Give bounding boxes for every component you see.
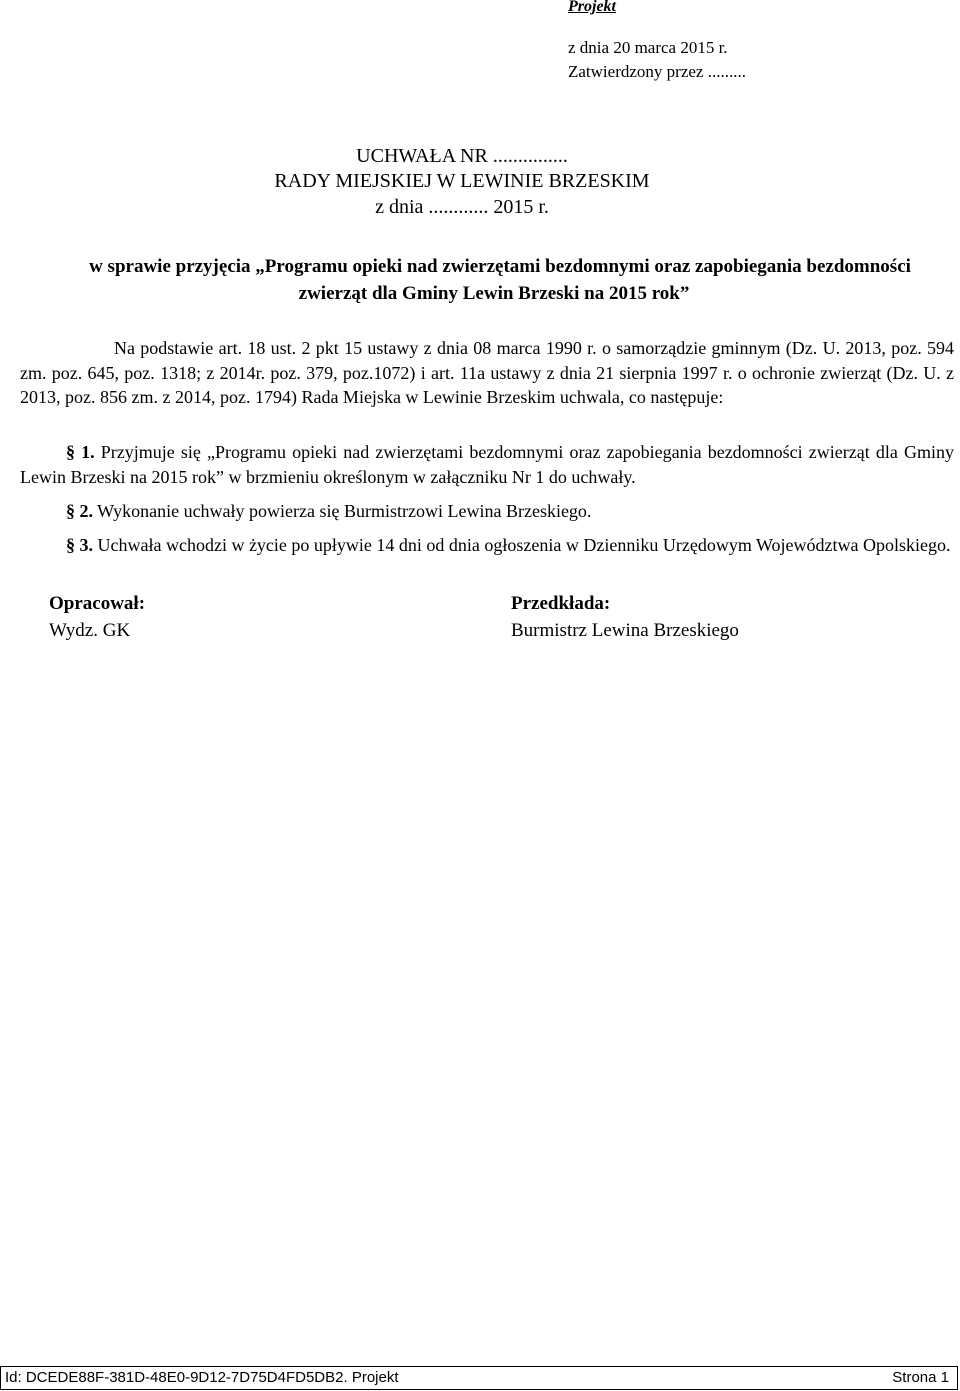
page-number: Strona 1	[892, 1369, 949, 1386]
prepared-label: Opracował:	[49, 593, 146, 614]
prepared-block	[49, 590, 145, 644]
resolution-number: UCHWAŁA NR ...............	[356, 145, 568, 167]
presented-value: Burmistrz Lewina Brzeskiego	[511, 620, 739, 641]
document-id: Id: DCEDE88F-381D-48E0-9D12-7D75D4FD5DB2. Projekt	[5, 1369, 399, 1386]
preamble-text: Na podstawie art. 18 ust. 2 pkt 15 ustawy z dnia 08 marca 1990 r. o samorządzie gminnym (Dz. U. 2013, poz. 594 zm. poz. 645, poz. 1318; z 2014r. poz. 379, poz.1072) i art. 11a ustawy z dnia 21 sierpnia 1997 r. o ochronie zwierząt (Dz. U. z 2013, poz. 856 zm. z 2014, poz. 1794) Rada Miejska w Lewinie Brzeskim uchwala, co następuje:	[20, 338, 954, 407]
subject-line-1: w sprawie przyjęcia „Programu opieki nad zwierzętami bezdomnymi oraz zapobiegania bezdomności	[89, 256, 911, 277]
resolution-date: z dnia ............ 2015 r.	[375, 196, 549, 218]
paragraph-2	[20, 499, 954, 524]
paragraph-1-number: § 1.	[66, 442, 95, 462]
page-footer	[0, 1366, 958, 1390]
presented-block	[511, 590, 739, 644]
paragraph-2-text: Wykonanie uchwały powierza się Burmistrzowi Lewina Brzeskiego.	[93, 501, 592, 521]
paragraph-2-number: § 2.	[66, 501, 93, 521]
presented-label: Przedkłada:	[511, 593, 611, 614]
paragraph-3-text: Uchwała wchodzi w życie po upływie 14 dni od dnia ogłoszenia w Dzienniku Urzędowym Województwa Opolskiego.	[93, 535, 951, 555]
paragraph-1-text: Przyjmuje się „Programu opieki nad zwierzętami bezdomnymi oraz zapobiegania bezdomności zwierząt dla Gminy Lewin Brzeski na 2015 rok” w brzmieniu określonym w załączniku Nr 1 do uchwały.	[20, 442, 954, 487]
prepared-value: Wydz. GK	[49, 620, 131, 641]
projekt-label: Projekt	[568, 0, 616, 15]
draft-date: z dnia 20 marca 2015 r.	[568, 38, 728, 57]
council-name: RADY MIEJSKIEJ W LEWINIE BRZESKIM	[274, 170, 650, 192]
preamble	[20, 336, 954, 410]
subject-line-2: zwierząt dla Gminy Lewin Brzeski na 2015 rok”	[298, 283, 690, 304]
paragraph-3-number: § 3.	[66, 535, 93, 555]
paragraph-3	[20, 533, 954, 558]
paragraph-1	[20, 440, 954, 489]
approved-by: Zatwierdzony przez .........	[568, 62, 746, 81]
